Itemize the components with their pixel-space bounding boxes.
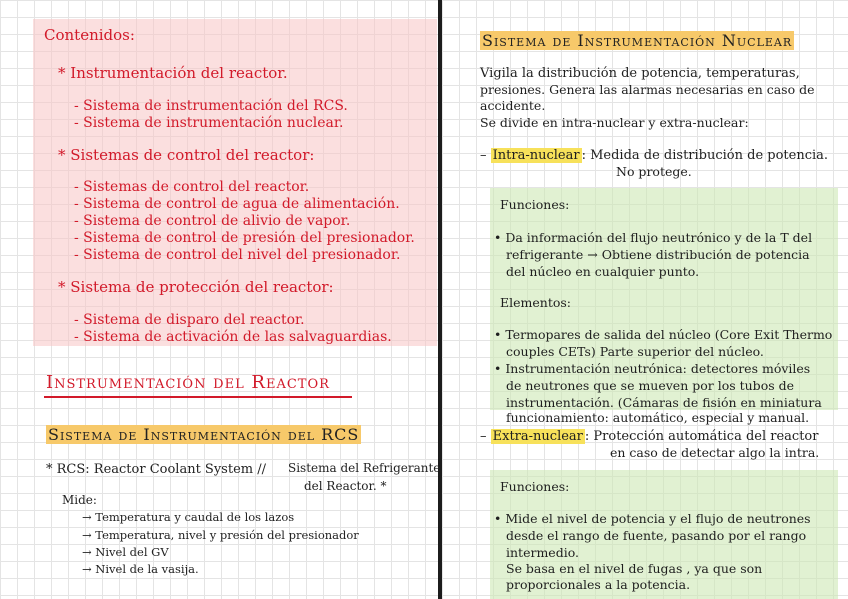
elementos-label: Elementos: [500, 295, 571, 310]
contents-subitem: - Sistema de control de alivio de vapor. [74, 213, 351, 229]
title-underline [44, 396, 352, 398]
contents-title: Contenidos: [44, 26, 135, 44]
nuclear-intro: Vigila la distribución de potencia, temperaturas, [480, 66, 800, 81]
intra-nuclear-line: – Intra-nuclear : Medida de distribución de potencia. [480, 148, 829, 163]
page-divider [438, 0, 442, 599]
elementos-line: funcionamiento: automático, especial y manual. [506, 410, 810, 425]
contents-subitem: - Sistema de instrumentación nuclear. [74, 115, 344, 131]
intra-nuclear-label: Intra-nuclear [492, 148, 580, 163]
rcs-measure: → Nivel del GV [82, 545, 169, 559]
nuclear-intro: presiones. Genera las alarmas necesarias en caso de [480, 82, 815, 97]
rcs-measure: → Temperatura, nivel y presión del presionador [82, 528, 359, 542]
instr-reactor-title: Instrumentación del Reactor [46, 372, 330, 393]
contents-subitem: - Sistemas de control del reactor. [74, 179, 310, 195]
extra-nuclear-desc: : Protección automática del reactor [584, 429, 819, 444]
contents-subitem: - Sistema de control de presión del presionador. [74, 230, 415, 246]
nuclear-title-text: Sistema de Instrumentación Nuclear [482, 31, 793, 50]
funciones-line: del núcleo en cualquier punto. [506, 264, 700, 279]
rcs-definition-es-2: del Reactor. * [304, 479, 387, 493]
funciones2-label: Funciones: [500, 479, 570, 494]
funciones-line: refrigerante → Obtiene distribución de potencia [506, 247, 810, 262]
rcs-measure: → Temperatura y caudal de los lazos [82, 510, 295, 524]
extra-nuclear-note: en caso de detectar algo la intra. [610, 445, 820, 460]
elementos-line: • Termopares de salida del núcleo (Core Exit Thermo [494, 327, 833, 342]
rcs-definition-es-1: Sistema del Refrigerante [288, 461, 441, 475]
contents-subitem: - Sistema de instrumentación del RCS. [74, 98, 348, 114]
funciones-line: • Da información del flujo neutrónico y de la T del [494, 230, 813, 245]
funciones-label: Funciones: [500, 197, 570, 212]
intra-nuclear-note: No protege. [616, 164, 692, 179]
funciones2-line: proporcionales a la potencia. [506, 577, 691, 592]
contents-item-3: * Sistema de protección del reactor: [58, 278, 334, 296]
extra-nuclear-label: Extra-nuclear [492, 429, 583, 444]
funciones2-line: Se basa en el nivel de fugas , ya que son [506, 561, 763, 576]
elementos-line: couples CETs) Parte superior del núcleo. [506, 344, 764, 359]
funciones2-line: intermedio. [506, 545, 579, 560]
rcs-title [46, 427, 361, 443]
contents-subitem: - Sistema de control del nivel del presionador. [74, 247, 401, 263]
rcs-mide-label: Mide: [62, 493, 97, 507]
nuclear-intro: Se divide en intra-nuclear y extra-nuclear: [480, 115, 749, 130]
elementos-line: • Instrumentación neutrónica: detectores móviles [494, 361, 811, 376]
nuclear-intro: accidente. [480, 98, 546, 113]
rcs-title-text: Sistema de Instrumentación del RCS [48, 425, 360, 444]
funciones2-line: desde el rango de fuente, pasando por el rango [506, 528, 807, 543]
contents-subitem: - Sistema de activación de las salvaguardias. [74, 329, 392, 345]
elementos-line: instrumentación. (Cámaras de fisión en miniatura [506, 395, 822, 410]
contents-item-2: * Sistemas de control del reactor: [58, 146, 315, 164]
elementos-line: de neutrones que se mueven por los tubos de [506, 378, 795, 393]
rcs-measure: → Nivel de la vasija. [82, 562, 199, 576]
nuclear-title [480, 33, 794, 49]
contents-subitem: - Sistema de control de agua de alimentación. [74, 196, 400, 212]
extra-nuclear-line: – Extra-nuclear : Protección automática del reactor [480, 429, 819, 444]
contents-subitem: - Sistema de disparo del reactor. [74, 312, 305, 328]
intra-nuclear-desc: : Medida de distribución de potencia. [581, 148, 829, 163]
rcs-definition: * RCS: Reactor Coolant System // [46, 462, 266, 477]
funciones2-line: • Mide el nivel de potencia y el flujo de neutrones [494, 511, 811, 526]
contents-item-1: * Instrumentación del reactor. [58, 64, 288, 82]
